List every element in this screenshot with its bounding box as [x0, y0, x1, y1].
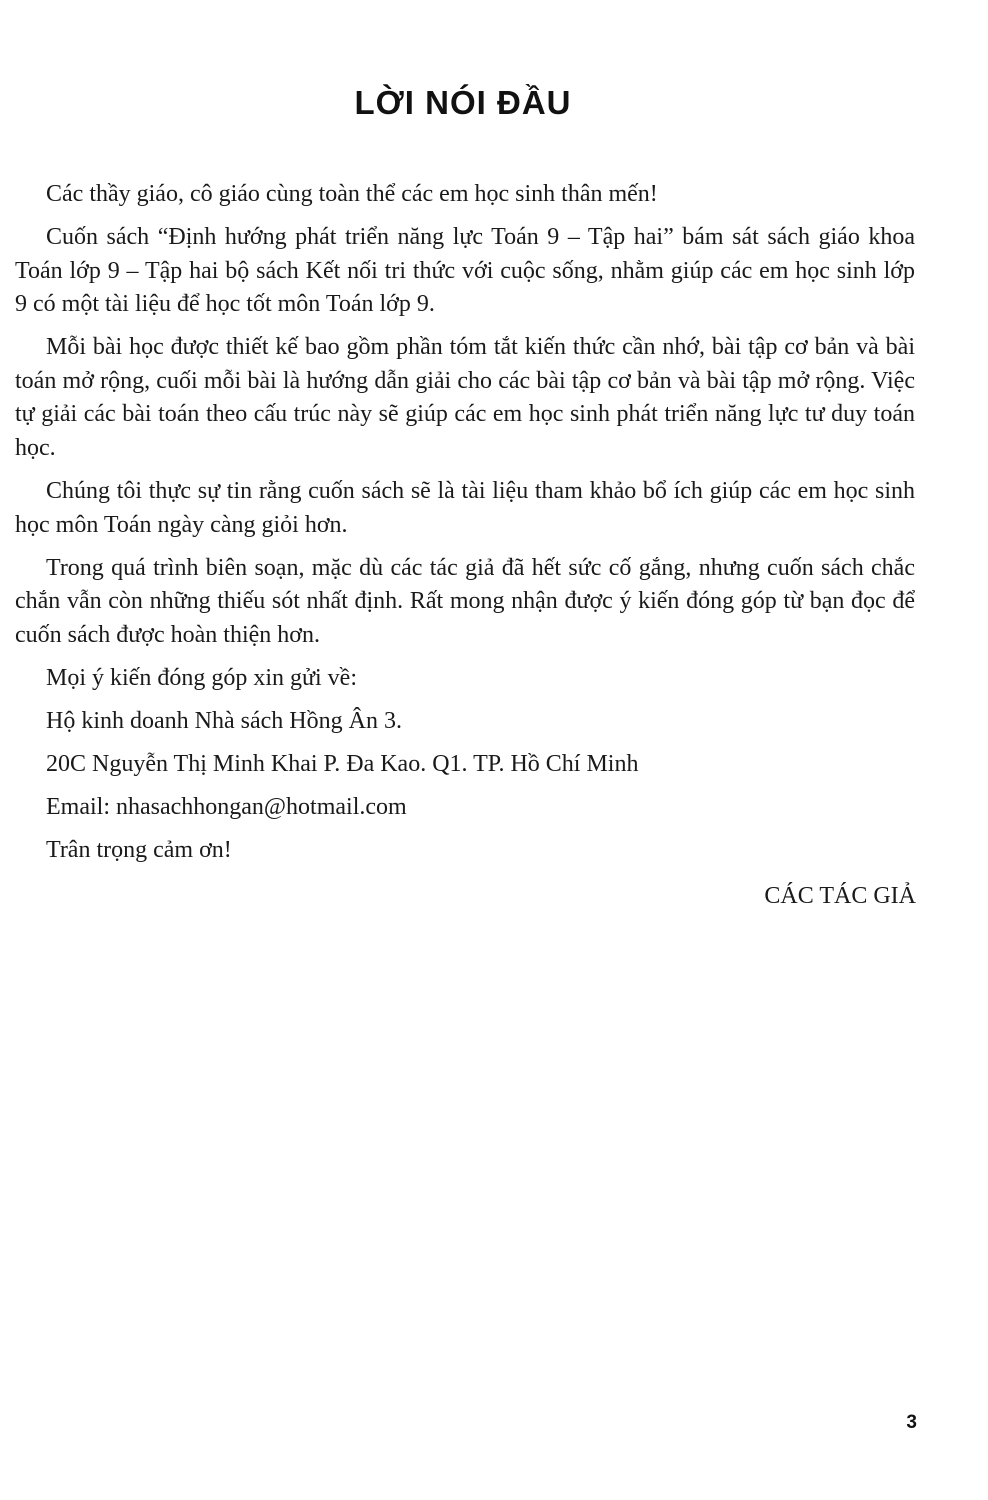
belief-paragraph: Chúng tôi thực sự tin rằng cuốn sách sẽ là tài liệu tham khảo bổ ích giúp các em học sinh học môn Toán ngày càng giỏi hơn. [15, 477, 915, 538]
feedback-request-paragraph: Trong quá trình biên soạn, mặc dù các tác giả đã hết sức cố gắng, nhưng cuốn sách chắc chắn vẫn còn những thiếu sót nhất định. Rất mong nhận được ý kiến đóng góp từ bạn đọc để cuốn sách được hoàn thiện hơn. [15, 554, 915, 648]
greeting-paragraph: Các thầy giáo, cô giáo cùng toàn thể các em học sinh thân mến! [46, 181, 658, 207]
contact-email-line: Email: nhasachhongan@hotmail.com [46, 793, 407, 820]
contact-intro-line: Mọi ý kiến đóng góp xin gửi về: [46, 664, 357, 691]
contact-business-line: Hộ kinh doanh Nhà sách Hồng Ân 3. [46, 707, 402, 734]
contact-address-line: 20C Nguyễn Thị Minh Khai P. Đa Kao. Q1. TP. Hồ Chí Minh [46, 750, 639, 777]
thanks-line: Trân trọng cảm ơn! [46, 836, 232, 863]
book-intro-paragraph: Cuốn sách “Định hướng phát triển năng lực Toán 9 – Tập hai” bám sát sách giáo khoa Toán lớp 9 – Tập hai bộ sách Kết nối tri thức với cuộc sống, nhằm giúp các em học sinh lớp 9 có một tài liệu để học tốt môn Toán lớp 9. [15, 223, 915, 318]
page-number: 3 [906, 1412, 917, 1433]
page-title: LỜI NÓI ĐẦU [354, 84, 572, 121]
preface-body [15, 178, 915, 877]
lesson-structure-paragraph: Mỗi bài học được thiết kế bao gồm phần tóm tắt kiến thức cần nhớ, bài tập cơ bản và bài toán mở rộng, cuối mỗi bài là hướng dẫn giải cho các bài tập cơ bản và bài tập mở rộng. Việc tự giải các bài toán theo cấu trúc này sẽ giúp các em học sinh phát triển năng lực tư duy toán học. [15, 334, 915, 461]
authors-signature: CÁC TÁC GIẢ [764, 883, 916, 909]
